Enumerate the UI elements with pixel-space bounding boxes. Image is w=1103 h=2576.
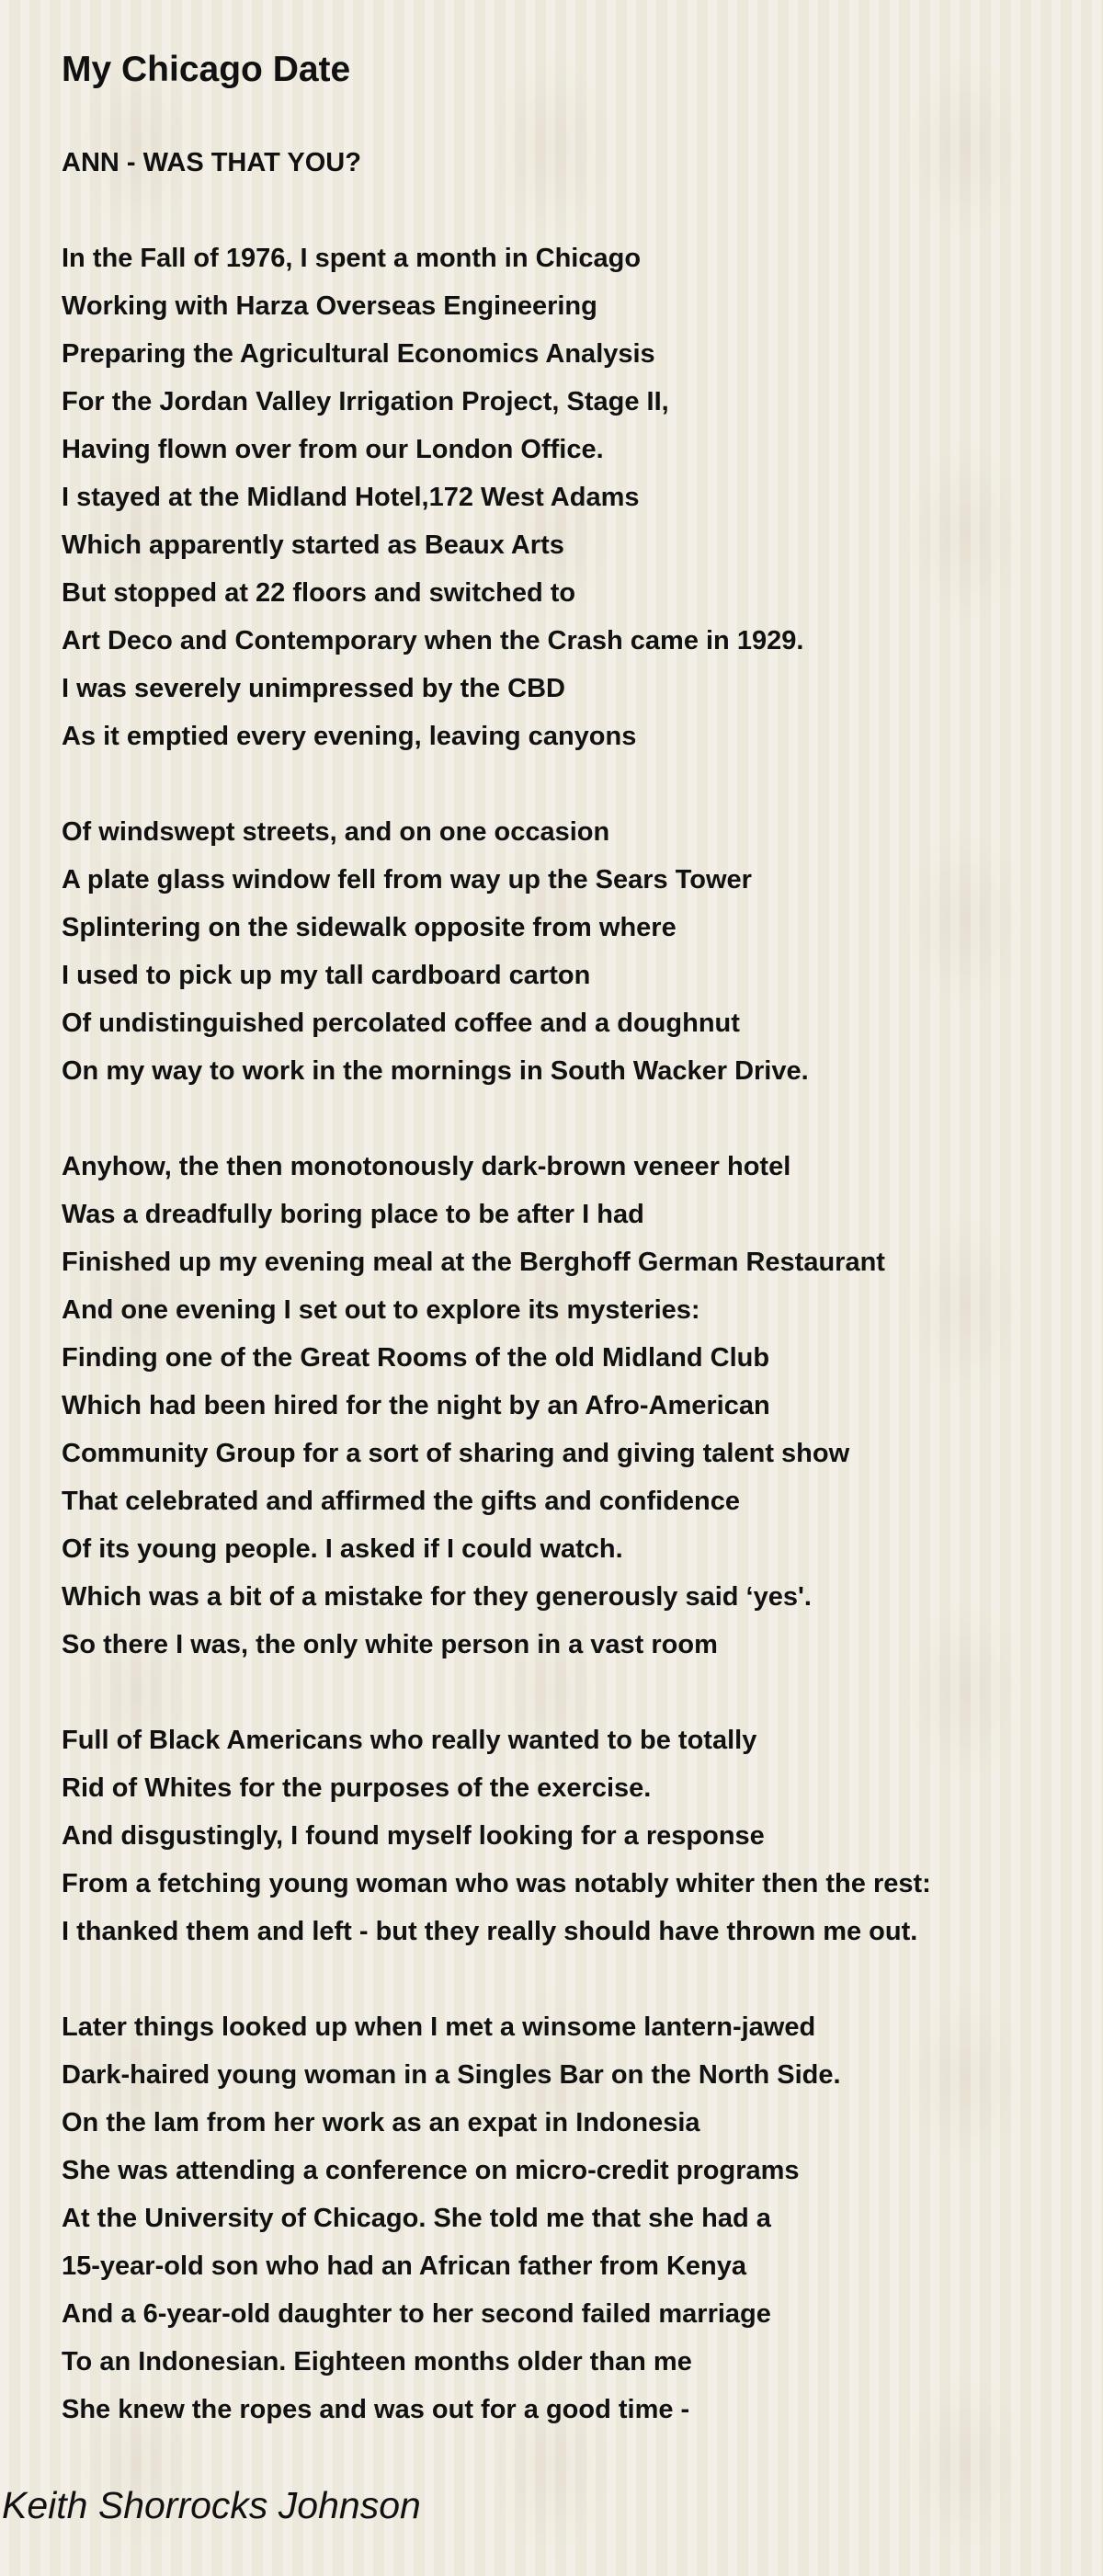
poem-line: As it emptied every evening, leaving canyons <box>62 722 637 751</box>
poem-line: From a fetching young woman who was notably whiter then the rest: <box>62 1869 931 1898</box>
poem-line: I stayed at the Midland Hotel,172 West Adams <box>62 483 640 512</box>
poem-line: Finished up my evening meal at the Berghoff German Restaurant <box>62 1248 885 1277</box>
poem-title: My Chicago Date <box>62 50 351 89</box>
stanza-break <box>62 1955 1082 2003</box>
poem-line: 15-year-old son who had an African father from Kenya <box>62 2251 747 2281</box>
poem-line: Anyhow, the then monotonously dark-brown veneer hotel <box>62 1152 791 1181</box>
poem-line: Splintering on the sidewalk opposite from where <box>62 913 677 942</box>
poem-author: Keith Shorrocks Johnson <box>2 2484 421 2526</box>
poem-line: Finding one of the Great Rooms of the old Midland Club <box>62 1343 770 1373</box>
poem-line: She knew the ropes and was out for a good time - <box>62 2395 690 2424</box>
poem-line: Dark-haired young woman in a Singles Bar on the North Side. <box>62 2060 841 2090</box>
poem-line: Rid of Whites for the purposes of the exercise. <box>62 1773 652 1803</box>
poem-line: I was severely unimpressed by the CBD <box>62 674 565 703</box>
poem-line: Later things looked up when I met a winsome lantern-jawed <box>62 2012 816 2042</box>
poem-line: I used to pick up my tall cardboard carton <box>62 961 591 990</box>
poem-line: Which was a bit of a mistake for they generously said ‘yes'. <box>62 1582 812 1612</box>
poem-line: Working with Harza Overseas Engineering <box>62 291 597 321</box>
stanza-break <box>62 1095 1082 1143</box>
poem-line: Which had been hired for the night by an Afro-American <box>62 1391 770 1420</box>
poem-line: In the Fall of 1976, I spent a month in Chicago <box>62 244 642 273</box>
poem-line: Of windswept streets, and on one occasion <box>62 817 610 847</box>
poem-line: Having flown over from our London Office. <box>62 435 604 464</box>
poem-line: Which apparently started as Beaux Arts <box>62 530 564 560</box>
poem-line: ANN - WAS THAT YOU? <box>62 148 361 177</box>
poem-line: To an Indonesian. Eighteen months older than me <box>62 2347 692 2377</box>
poem-line: Of its young people. I asked if I could watch. <box>62 1534 623 1564</box>
poem-line: I thanked them and left - but they really should have thrown me out. <box>62 1917 918 1946</box>
poem-line: Full of Black Americans who really wanted to be totally <box>62 1726 757 1755</box>
poem-line: Community Group for a sort of sharing and giving talent show <box>62 1439 850 1468</box>
poem-line: That celebrated and affirmed the gifts and confidence <box>62 1487 741 1516</box>
poem-line: At the University of Chicago. She told me that she had a <box>62 2204 771 2233</box>
poem-line: For the Jordan Valley Irrigation Project, Stage II, <box>62 387 669 416</box>
poem-line: But stopped at 22 floors and switched to <box>62 578 576 608</box>
poem-line: Preparing the Agricultural Economics Analysis <box>62 339 655 369</box>
stanza-break <box>62 760 1082 808</box>
poem-line: She was attending a conference on micro-credit programs <box>62 2156 800 2185</box>
poem-line: Was a dreadfully boring place to be after I had <box>62 1200 644 1229</box>
poem-line: And one evening I set out to explore its mysteries: <box>62 1295 700 1325</box>
poem-line: A plate glass window fell from way up the Sears Tower <box>62 865 752 895</box>
poem-line: And a 6-year-old daughter to her second failed marriage <box>62 2299 771 2329</box>
stanza-break <box>62 1669 1082 1716</box>
poem-line: Art Deco and Contemporary when the Crash came in 1929. <box>62 626 804 655</box>
poem-line: On the lam from her work as an expat in Indonesia <box>62 2108 700 2137</box>
poem-body <box>62 139 1082 2434</box>
poem-line: So there I was, the only white person in a vast room <box>62 1630 718 1659</box>
stanza-break <box>62 187 1082 234</box>
poem-line: Of undistinguished percolated coffee and a doughnut <box>62 1009 740 1038</box>
poem-line: On my way to work in the mornings in South Wacker Drive. <box>62 1056 809 1086</box>
poem-line: And disgustingly, I found myself looking for a response <box>62 1821 765 1851</box>
